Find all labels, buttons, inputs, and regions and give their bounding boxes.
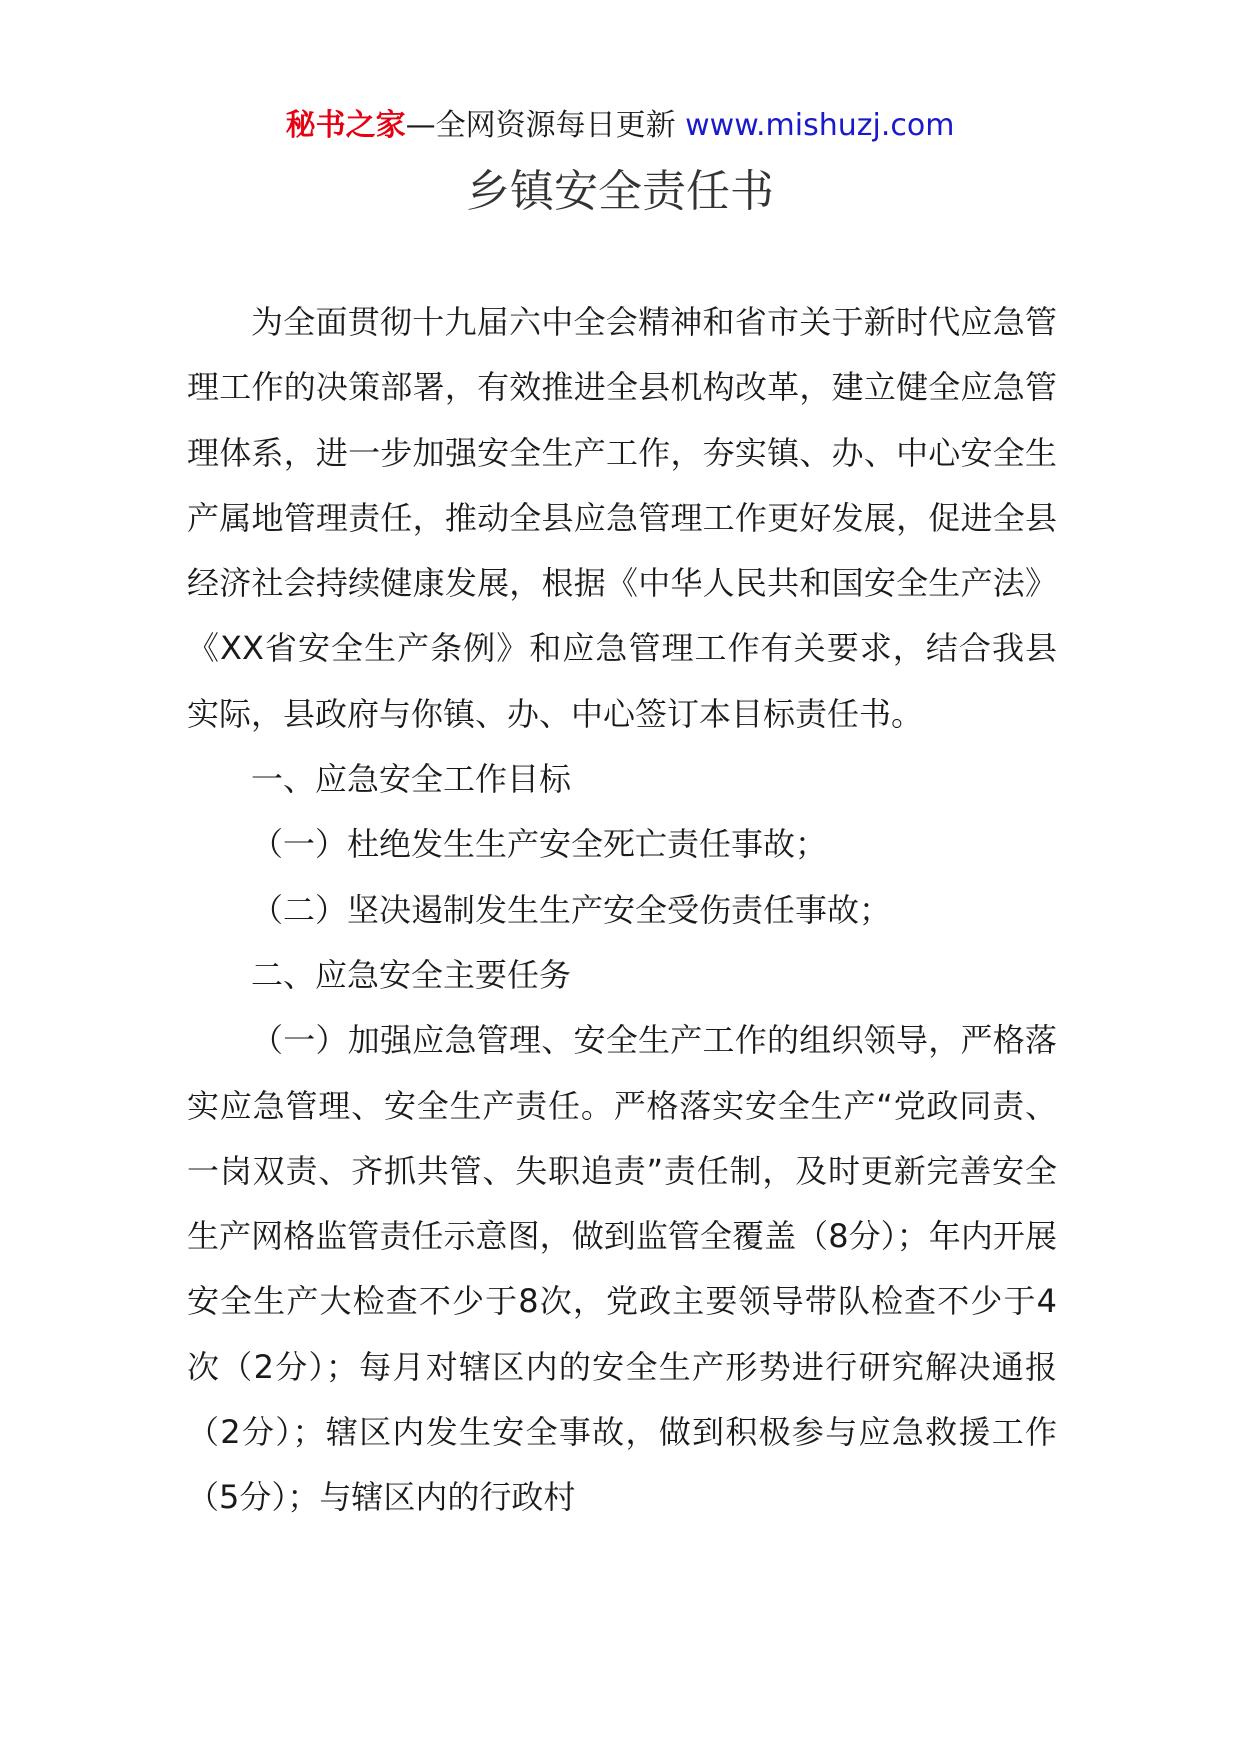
brand-name: 秘书之家 <box>285 108 406 143</box>
header-tagline: —全网资源每日更新 <box>405 108 676 143</box>
site-url-link[interactable]: www.mishuzj.com <box>685 108 955 143</box>
document-body <box>187 290 1057 1531</box>
section-heading-goals: 一、应急安全工作目标 <box>251 760 572 799</box>
section-heading-tasks: 二、应急安全主要任务 <box>251 955 572 994</box>
document-title: 乡镇安全责任书 <box>466 166 774 217</box>
paragraph-intro: 为全面贯彻十九届六中全会精神和省市关于新时代应急管理工作的决策部署，有效推进全县机构改革，建立健全应急管理体系，进一步加强安全生产工作，夯实镇、办、中心安全生产属地管理责任，推动全县应急管理工作更好发展，促进全县经济社会持续健康发展，根据《中华人民共和国安全生产法》《XX省安全生产条例》和应急管理工作有关要求，结合我县实际，县政府与你镇、办、中心签订本目标责任书。 <box>187 303 1057 733</box>
task-item-1: （一）加强应急管理、安全生产工作的组织领导，严格落实应急管理、安全生产责任。严格落实安全生产“党政同责、一岗双责、齐抓共管、失职追责”责任制，及时更新完善安全生产网格监管责任示意图，做到监管全覆盖（8分）；年内开展安全生产大检查不少于8次，党政主要领导带队检查不少于4次（2分）；每月对辖区内的安全生产形势进行研究解决通报（2分）；辖区内发生安全事故，做到积极参与应急救援工作（5分）；与辖区内的行政村 <box>187 1021 1057 1517</box>
goal-item-1: （一）杜绝发生生产安全死亡责任事故； <box>251 825 828 864</box>
site-header <box>0 104 1240 148</box>
goal-item-2: （二）坚决遏制发生生产安全受伤责任事故； <box>251 890 892 929</box>
